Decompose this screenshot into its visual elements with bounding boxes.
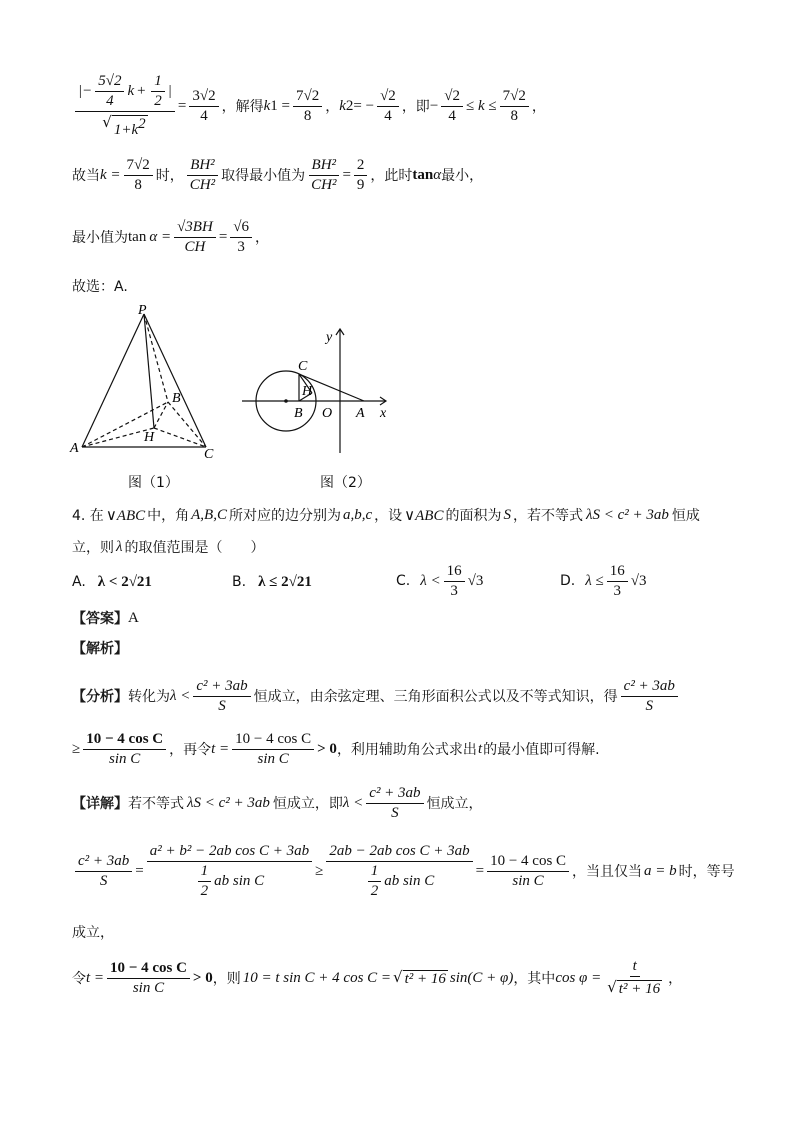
label-A: A <box>70 441 79 456</box>
label-x: x <box>380 406 387 421</box>
fenxi-line-1: 【分析】 转化为 λ < $\frac{\text{c² + 3ab}}{S}$ 恒成立，由余弦定理、三角形面积公式以及不等式知识，得 $\frac{\text{c² + 3ab}}{S}$ <box>72 672 754 720</box>
solution-line-2: 故当 k = $\frac{7√2}{8}$ 时， $\frac{\text{BH²}}{\text{CH²}}$ 取得最小值为 $\frac{\text{BH²}}{\text{CH²}}$ = $\frac{2}{9}$ ，此时 tan α 最小， <box>72 156 484 193</box>
option-b: B. λ ≤ 2√21 <box>232 573 312 590</box>
solution-line-1: |− $\frac{5√2}{4}$ k + $\frac{1}{2}$ | √ $1+k^2$ = $\frac{3√2}{4}$ ，解得 k 1 = $\frac{7√2}{8}$ ， k 2 = − $\frac{√2}{4}$ ，即 − $\frac{√2}{4}$ ≤ k ≤ $\frac{7√2}{8}$ ， <box>72 78 754 134</box>
figure-2-coordinate <box>240 325 400 455</box>
xiangjie-line-3: 成立， <box>72 925 114 941</box>
label-O: O <box>322 406 333 421</box>
label-C: C <box>204 447 214 462</box>
label-C: C <box>298 359 308 374</box>
figure-2-caption: 图（2） <box>320 475 371 491</box>
label-H: H <box>144 430 155 445</box>
label-A: A <box>356 406 365 421</box>
label-B: B <box>172 391 181 406</box>
xiangjie-line-1: 【详解】 若不等式 λS < c² + 3ab 恒成立，即 λ < $\frac{\text{c² + 3ab}}{S}$ 恒成立， <box>72 784 483 821</box>
solution-line-3: 最小值为 tan α = $\frac{√3BH}{CH}$ = $\frac{√6}{3}$ ， <box>72 218 270 255</box>
option-d: D. λ ≤ $\frac{16}{3}$ √3 <box>560 562 647 599</box>
label-P: P <box>138 303 147 318</box>
question-4-line-2: 立，则 λ 的取值范围是（ ） <box>72 538 265 556</box>
xiangjie-line-2: $\frac{\text{c² + 3ab}}{S}$ = a² + b² − 2ab cos C + 3ab $\frac{1}{2}$ ab sin C ≥ 2ab − 2ab cos C + 3ab $\frac{1}{2}$ ab sin C = $\frac{\text{10 − 4 cos C}}{\text{sin C}}$ ，当且仅当 a = b 时，等号 <box>72 838 754 904</box>
question-4-line-1: 4. 在 ∨ABC 中，角 A,B,C 所对应的边分别为 a,b,c ，设 ∨ABC 的面积为 S ，若不等式 λS < c² + 3ab 恒成 <box>72 506 700 524</box>
fenxi-line-2: ≥ $\frac{\text{10 − 4 cos C}}{\text{sin C}}$ ，再令 t = $\frac{\text{10 − 4 cos C}}{\text{sin C}}$ > 0 ，利用辅助角公式求出 t 的最小值即可得解. <box>72 730 600 767</box>
label-B: B <box>294 406 303 421</box>
option-a: A. λ < 2√21 <box>72 573 152 590</box>
label-y: y <box>326 330 333 345</box>
analysis-line: 【解析】 <box>72 641 128 657</box>
option-c: C. λ < $\frac{16}{3}$ √3 <box>396 562 484 599</box>
choice-line: 故选：A. <box>72 279 128 295</box>
label-H: H <box>302 384 313 399</box>
figure-1-pyramid <box>66 302 226 462</box>
answer-line: 【答案】 A <box>72 609 139 627</box>
xiangjie-line-4: 令 t = $\frac{\text{10 − 4 cos C}}{\text{sin C}}$ > 0 ，则 10 = t sin C + 4 cos C = √ t² + 16 sin(C + φ) ，其中 cos φ = t √ t² + 16 ， <box>72 958 683 997</box>
fraction-distance: |− $\frac{5√2}{4}$ k + $\frac{1}{2}$ | √ $1+k^2$ <box>75 73 175 139</box>
figure-1-caption: 图（1） <box>128 475 179 491</box>
